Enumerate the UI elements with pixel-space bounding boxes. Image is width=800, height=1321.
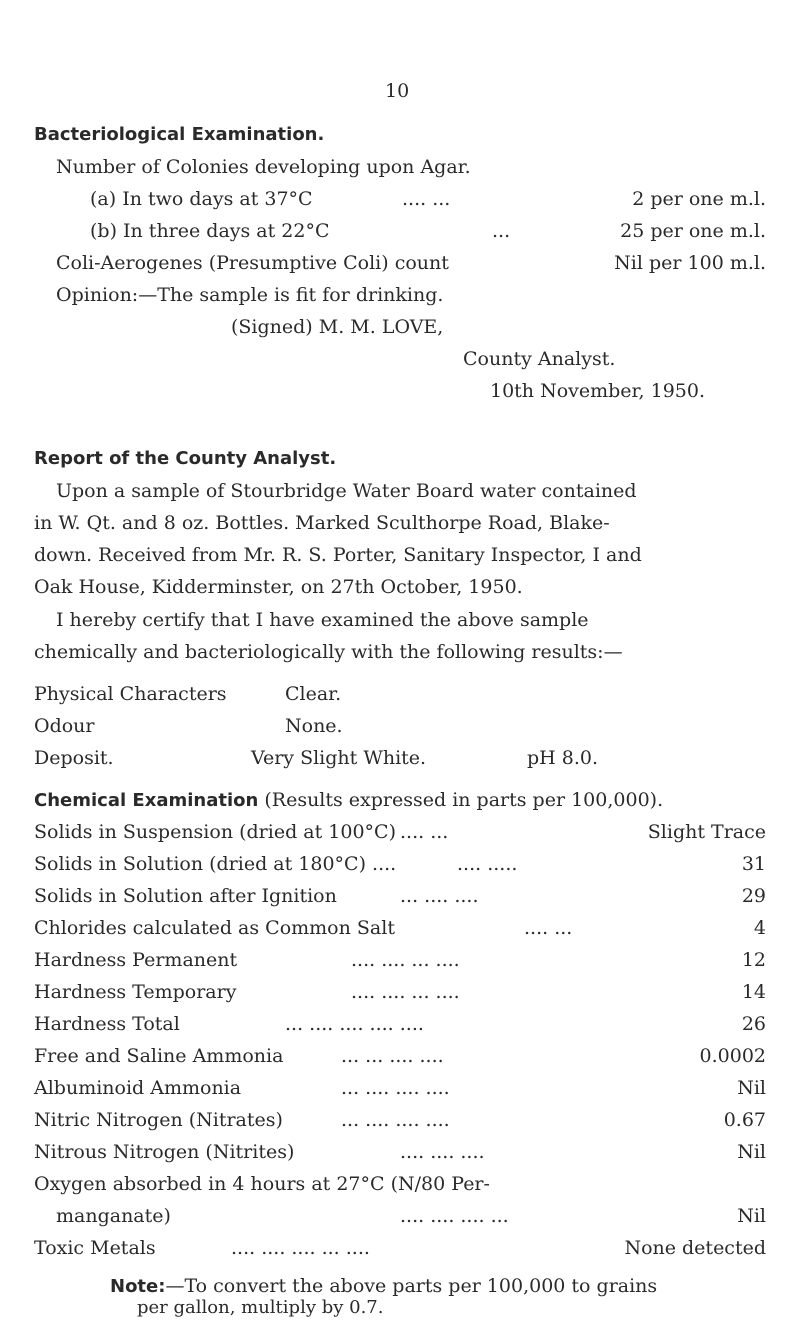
chem-row-label: Solids in Solution (dried at 180°C) .... [34, 853, 397, 875]
deposit-label: Deposit. [34, 747, 114, 769]
chem-row-dots: .... .... ... .... [351, 981, 460, 1003]
chem-row-value: 26 [741, 1013, 766, 1035]
chem-row-value: 12 [741, 949, 766, 971]
chem-row-value: None detected [624, 1237, 766, 1259]
chem-row-value: Nil [737, 1205, 766, 1227]
bact-row-label: (a) In two days at 37°C [90, 188, 313, 210]
chem-row-dots: .... .... .... [400, 1141, 485, 1163]
chem-row-dots: ... .... .... [400, 885, 479, 907]
chem-row-value: 14 [741, 981, 766, 1003]
chem-row-dots: ... .... .... .... .... [285, 1013, 424, 1035]
chem-row-label: Oxygen absorbed in 4 hours at 27°C (N/80 Per- [34, 1173, 490, 1195]
chem-row-label: manganate) [56, 1205, 171, 1227]
opinion-text: Opinion:—The sample is fit for drinking. [56, 284, 444, 306]
chem-row-dots: ... ... .... .... [341, 1045, 444, 1067]
chem-row-value: 0.0002 [699, 1045, 766, 1067]
physical-label: Physical Characters [34, 683, 227, 705]
bact-row-dots: .... ... [402, 188, 451, 210]
chem-row-value: 4 [753, 917, 766, 939]
chem-row-value: Nil [737, 1141, 766, 1163]
chem-row-label: Toxic Metals [34, 1237, 156, 1259]
bact-row-dots: ... [492, 220, 511, 242]
note-line [110, 1275, 657, 1297]
report-date: 10th November, 1950. [490, 380, 706, 402]
bact-row-label: (b) In three days at 22°C [90, 220, 330, 242]
chem-row-label: Solids in Suspension (dried at 100°C) [34, 821, 397, 843]
chemical-heading-suffix: (Results expressed in parts per 100,000). [264, 789, 664, 811]
bacteriological-intro: Number of Colonies developing upon Agar. [56, 156, 471, 178]
bacteriological-heading: Bacteriological Examination. [34, 124, 325, 145]
chem-row-dots: .... .... .... ... [400, 1205, 509, 1227]
bact-row-value: 2 per one m.l. [632, 188, 766, 210]
report-heading: Report of the County Analyst. [34, 448, 337, 469]
chem-row-label: Albuminoid Ammonia [34, 1077, 242, 1099]
chem-row-dots: .... .... .... ... .... [231, 1237, 370, 1259]
report-para1-line: in W. Qt. and 8 oz. Bottles. Marked Sculthorpe Road, Blake- [34, 512, 610, 534]
chem-row-dots: ... .... .... .... [341, 1077, 450, 1099]
deposit-value: Very Slight White. [251, 747, 427, 769]
bact-row-value: 25 per one m.l. [620, 220, 766, 242]
chem-row-value: 0.67 [723, 1109, 766, 1131]
signature-line: (Signed) M. M. LOVE, [231, 316, 444, 338]
chem-row-label: Hardness Total [34, 1013, 180, 1035]
chemical-heading: Chemical Examination [34, 790, 259, 811]
bact-row-label: Coli-Aerogenes (Presumptive Coli) count [56, 252, 449, 274]
physical-value: Clear. [285, 683, 342, 705]
chem-row-label: Nitric Nitrogen (Nitrates) [34, 1109, 283, 1131]
ph-value: pH 8.0. [527, 747, 599, 769]
chem-row-label: Chlorides calculated as Common Salt [34, 917, 395, 939]
chem-row-value: 31 [741, 853, 766, 875]
chem-row-value: Slight Trace [647, 821, 766, 843]
page-number: 10 [385, 80, 410, 102]
chem-row-value: Nil [737, 1077, 766, 1099]
report-para2-line: I hereby certify that I have examined the above sample [56, 609, 589, 631]
chem-row-dots: .... ... [400, 821, 449, 843]
chemical-heading-line [34, 789, 663, 811]
chem-row-label: Hardness Permanent [34, 949, 238, 971]
chem-row-dots: ... .... .... .... [341, 1109, 450, 1131]
chem-row-label: Hardness Temporary [34, 981, 237, 1003]
note-line-2: per gallon, multiply by 0.7. [137, 1297, 384, 1318]
bact-row-value: Nil per 100 m.l. [614, 252, 766, 274]
note-label: Note: [110, 1276, 166, 1297]
chem-row-label: Solids in Solution after Ignition [34, 885, 337, 907]
chem-row-dots: .... ... [524, 917, 573, 939]
report-para1-line: Oak House, Kidderminster, on 27th October, 1950. [34, 576, 523, 598]
odour-value: None. [285, 715, 343, 737]
report-para1-line: Upon a sample of Stourbridge Water Board water contained [56, 480, 637, 502]
analyst-title: County Analyst. [463, 348, 616, 370]
note-text: —To convert the above parts per 100,000 to grains [165, 1275, 658, 1297]
chem-row-label: Nitrous Nitrogen (Nitrites) [34, 1141, 295, 1163]
chem-row-dots: .... .... ... .... [351, 949, 460, 971]
chem-row-value: 29 [741, 885, 766, 907]
report-para1-line: down. Received from Mr. R. S. Porter, Sanitary Inspector, I and [34, 544, 642, 566]
chem-row-dots: .... ..... [457, 853, 518, 875]
odour-label: Odour [34, 715, 95, 737]
report-para2-line: chemically and bacteriologically with the following results:— [34, 641, 623, 663]
chem-row-label: Free and Saline Ammonia [34, 1045, 284, 1067]
